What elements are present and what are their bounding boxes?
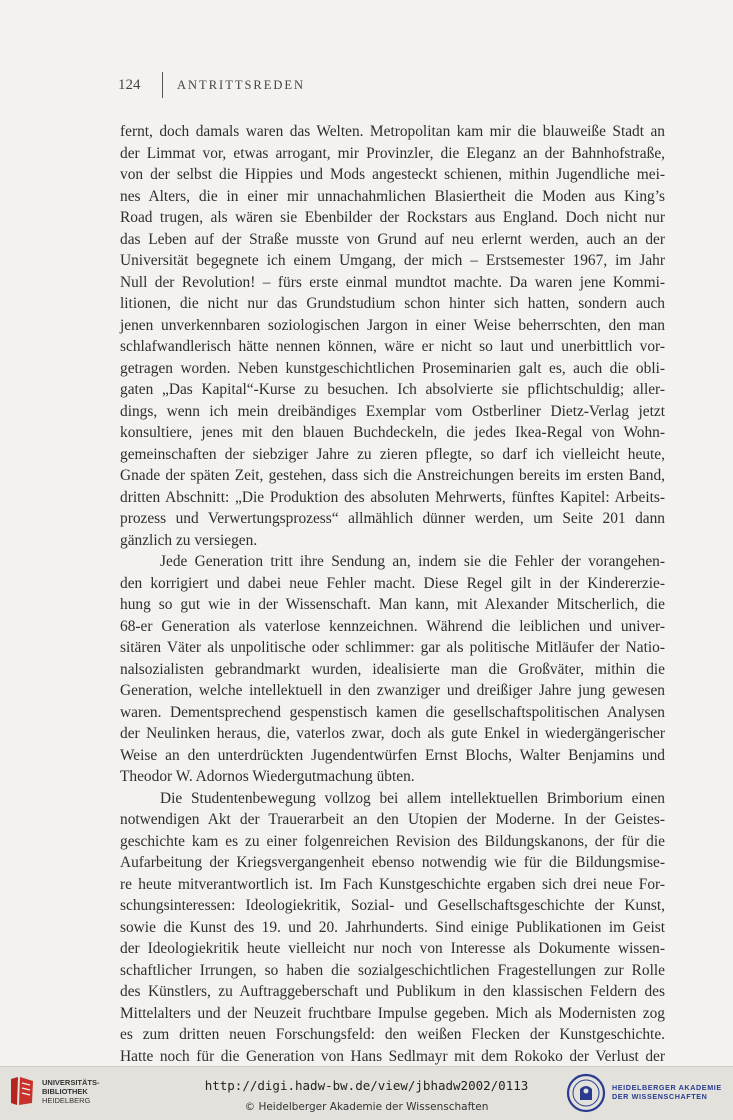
page-number: 124 [118,76,141,93]
copyright-notice: © Heidelberger Akademie der Wissenschaften [244,1101,489,1113]
text-line: gemeinschaften der siebziger Jahre zu zieren pflegte, so darf ich vielleicht heute, [120,445,665,463]
text-line: sitären Väter als unpolitische oder schlimmer: gar als politische Mitläufer der Natio- [120,639,665,656]
text-line: Hatte noch für die Generation von Hans Sedlmayr mit dem Rokoko der Verlust der [120,1047,665,1065]
text-line: schungsinteressen: Ideologiekritik, Sozial- und Gesellschaftsgeschichte der Kunst, [120,897,665,914]
text-line: Theodor W. Adornos Wiedergutmachung übten. [120,768,415,785]
text-line: waren. Dementsprechend gespenstisch kamen die gesellschaftspolitischen Analysen [120,703,665,721]
library-line-1: UNIVERSITÄTS- [42,1078,100,1087]
text-line: der Neulinken heraus, die, vaterlos zwar, doch als gute Enkel in wiedergängerischer [120,725,665,742]
text-line: Generation, welche intellektuell in den zwanziger und dreißiger Jahre jung gewesen [120,682,665,699]
text-line: den korrigiert und dabei neue Fehler macht. Diese Regel gilt in der Kindererzie- [120,574,665,592]
academy-line-1: HEIDELBERGER AKADEMIE [612,1083,722,1092]
academy-wordmark [612,1083,722,1101]
body-text [120,121,665,1067]
text-line: von der selbst die Hippies und Mods angesteckt schienen, mithin Jugendliche mei- [120,166,665,183]
text-line: re heute mitverantwortlich ist. Im Fach Kunstgeschichte ergaben sich drei neue For- [120,875,665,893]
text-line: schaftlicher Irrungen, so haben die sozialgeschichtlichen Fragestellungen zur Rolle [120,961,665,979]
text-line: sowie die Kunst des 19. und 20. Jahrhunderts. Sind einige Publikationen im Geist [120,918,665,936]
text-line: Weise an den unterdrückten Jugendentwürfen Ernst Blochs, Walter Benjamins und [120,746,665,764]
text-line: es zum dritten neuen Forschungsfeld: den weißen Flecken der Kunstgeschichte. [120,1026,665,1043]
text-line: Jede Generation tritt ihre Sendung an, indem sie die Fehler der vorangehen- [160,553,665,570]
academy-line-2: DER WISSENSCHAFTEN [612,1092,708,1101]
text-line: der Limmat vor, etwas arrogant, mir Provinzler, die Eleganz an der Bahnhofstraße, [120,144,665,162]
text-line: des Künstlers, zu Auftraggeberschaft und Publikum in den klassischen Feldern des [120,983,665,1000]
running-head [118,74,305,96]
text-line: Die Studentenbewegung vollzog bei allem intellektuellen Brimborium einen [160,789,665,807]
text-line: hung so gut wie in der Wissenschaft. Man kann, mit Alexander Mitscherlich, die [120,596,665,613]
text-line: fernt, doch damals waren das Welten. Metropolitan kam mir die blauweiße Stadt an [120,123,665,140]
text-line: getragen worden. Neben kunstgeschichtlichen Proseminarien galt es, auch die obli- [120,359,665,377]
text-line: nes Alters, die in einer mir unnachahmlichen Blasiertheit die Moden aus King’s [120,187,665,205]
library-line-2: BIBLIOTHEK [42,1087,88,1096]
text-line: dritten Abschnitt: „Die Produktion des absoluten Mehrwerts, fünftes Kapitel: Arbeits- [120,488,665,506]
text-line: Null der Revolution! – fürs erste einmal mundtot machte. Da waren jene Kommi- [120,273,665,291]
text-line: Aufarbeitung der Kriegsvergangenheit ebenso notwendig wie für die Bildungsmise- [120,854,665,871]
text-line: notwendigen Akt der Trauerarbeit an den Utopien der Moderne. In der Geistes- [120,811,665,828]
text-line: Universität begegnete ich einem Umgang, der mich – Erstsemester 1967, im Jahr [120,252,665,269]
header-divider [162,72,163,98]
text-line: geschichte kam es zu einer folgenreichen Revision des Bildungskanons, der für die [120,832,665,850]
text-line: Mittelalters und der Neuzeit fruchtbare Impulse gegeben. Mich als Modernisten zog [120,1004,665,1022]
running-title: ANTRITTSREDEN [177,77,306,92]
text-line: schlafwandlerisch hätte nennen können, wäre er nicht so laut und unerbittlich vor- [120,338,665,355]
footer-bar [0,1066,733,1120]
text-line: der Ideologiekritik heute vielleicht nur noch von Interesse als Dokumente wissen- [120,940,665,957]
text-line: Gnade der späten Zeit, gestehen, dass sich die Anstreichungen bereits im ersten Band, [120,467,665,484]
text-line: dings, wenn ich mein dreibändiges Exemplar vom Ostberliner Dietz-Verlag jetzt [120,402,665,420]
text-line: nalsozialisten gebrandmarkt wurden, idealisierte man die Großväter, mithin die [120,660,665,678]
text-line: litionen, die nicht nur das Grundstudium schon hinter sich hatten, sondern auch [120,295,665,312]
permalink-url[interactable]: http://digi.hadw-bw.de/view/jbhadw2002/0113 [204,1078,529,1093]
text-line: prozess und Verwertungsprozess“ allmählich dünner werden, um Seite 201 dann [120,510,665,527]
text-line: das Leben auf der Straße musste von Grund auf neu erlernt werden, auch an der [120,230,665,248]
text-line: konsultiere, jenes mit den blauen Buchdeckeln, die jedes Ikea-Regal von Wohn- [120,424,665,441]
text-line: jenen unverkennbaren soziologischen Jargon in einer Weise beherrschten, den man [120,316,665,334]
text-line: gaten „Das Kapital“-Kurse zu besuchen. Ich absolvierte sie pflichtschuldig; aller- [120,381,665,398]
library-line-3: HEIDELBERG [42,1096,91,1105]
text-line: Road trugen, als wären sie Ebenbilder der Rockstars aus England. Doch nicht nur [120,209,665,226]
academy-seal-icon [566,1073,606,1113]
text-line: 68-er Generation als vaterlose kennzeichnen. Während die leiblichen und univer- [120,617,665,635]
text-line: gänzlich zu versiegen. [120,531,258,549]
